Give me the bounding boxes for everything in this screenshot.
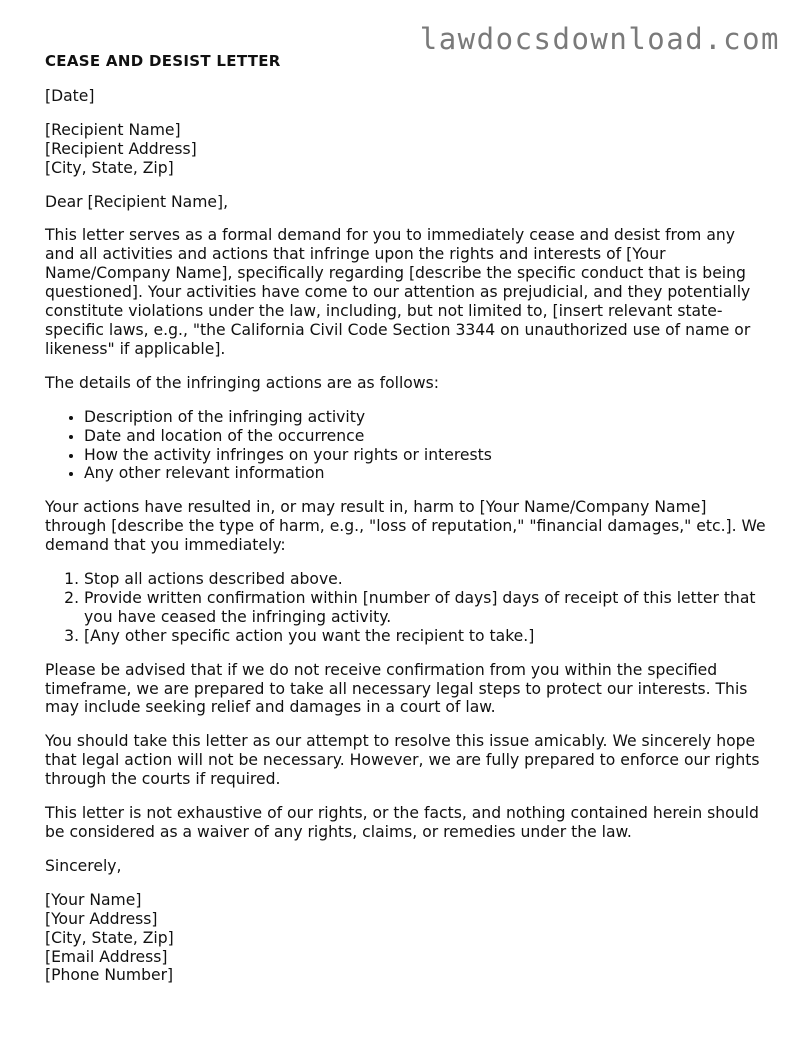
amicable-paragraph: You should take this letter as our attempt to resolve this issue amicably. We sincerely hope that legal action will not be necessary. However, we are fully prepared to enforce our rights through the courts if required. [45, 732, 760, 789]
sender-address: [Your Address] [45, 909, 158, 928]
sender-phone: [Phone Number] [45, 966, 174, 985]
recipient-block [45, 121, 767, 178]
list-item: 3. [Any other specific action you want the recipient to take.] [84, 627, 767, 646]
closing: Sincerely, [45, 856, 122, 875]
date-line: [Date] [45, 86, 95, 105]
recipient-name: [Recipient Name] [45, 120, 181, 139]
details-lead-paragraph: The details of the infringing actions are as follows: [45, 373, 439, 392]
list-item: 1. Stop all actions described above. [84, 570, 767, 589]
recipient-address: [Recipient Address] [45, 139, 197, 158]
list-item: • How the activity infringes on your rights or interests [84, 446, 767, 465]
sender-city-state-zip: [City, State, Zip] [45, 928, 174, 947]
list-item: • Any other relevant information [84, 464, 767, 483]
not-exhaustive-paragraph: This letter is not exhaustive of our rights, or the facts, and nothing contained herein should be considered as a waiver of any rights, claims, or remedies under the law. [45, 804, 759, 841]
details-list [45, 408, 767, 484]
demands-list [45, 570, 767, 646]
sender-name: [Your Name] [45, 890, 142, 909]
watermark: lawdocsdownload.com [419, 22, 780, 56]
harm-paragraph: Your actions have resulted in, or may result in, harm to [Your Name/Company Name] through [describe the type of harm, e.g., "loss of reputation," "financial damages," etc.]. We demand that you immediately: [45, 498, 766, 555]
list-item: 2. Provide written confirmation within [number of days] days of receipt of this letter that you have ceased the infringing activity. [84, 589, 767, 627]
salutation: Dear [Recipient Name], [45, 192, 229, 211]
recipient-city-state-zip: [City, State, Zip] [45, 158, 174, 177]
letter-document [45, 52, 767, 1000]
list-item: • Date and location of the occurrence [84, 427, 767, 446]
list-item: • Description of the infringing activity [84, 408, 767, 427]
page-title: CEASE AND DESIST LETTER [45, 52, 281, 70]
sender-block [45, 891, 767, 986]
sender-email: [Email Address] [45, 947, 168, 966]
advised-paragraph: Please be advised that if we do not receive confirmation from you within the specified timeframe, we are prepared to take all necessary legal steps to protect our interests. This may include seeking relief and damages in a court of law. [45, 660, 748, 717]
intro-paragraph: This letter serves as a formal demand for you to immediately cease and desist from any and all activities and actions that infringe upon the rights and interests of [Your Name/Company Name], specifically regarding [describe the specific conduct that is being questioned]. Your activities have come to our attention as prejudicial, and they potentially constitute violations under the law, including, but not limited to, [insert relevant state-specific laws, e.g., "the California Civil Code Section 3344 on unauthorized use of name or likeness" if applicable]. [45, 226, 751, 358]
